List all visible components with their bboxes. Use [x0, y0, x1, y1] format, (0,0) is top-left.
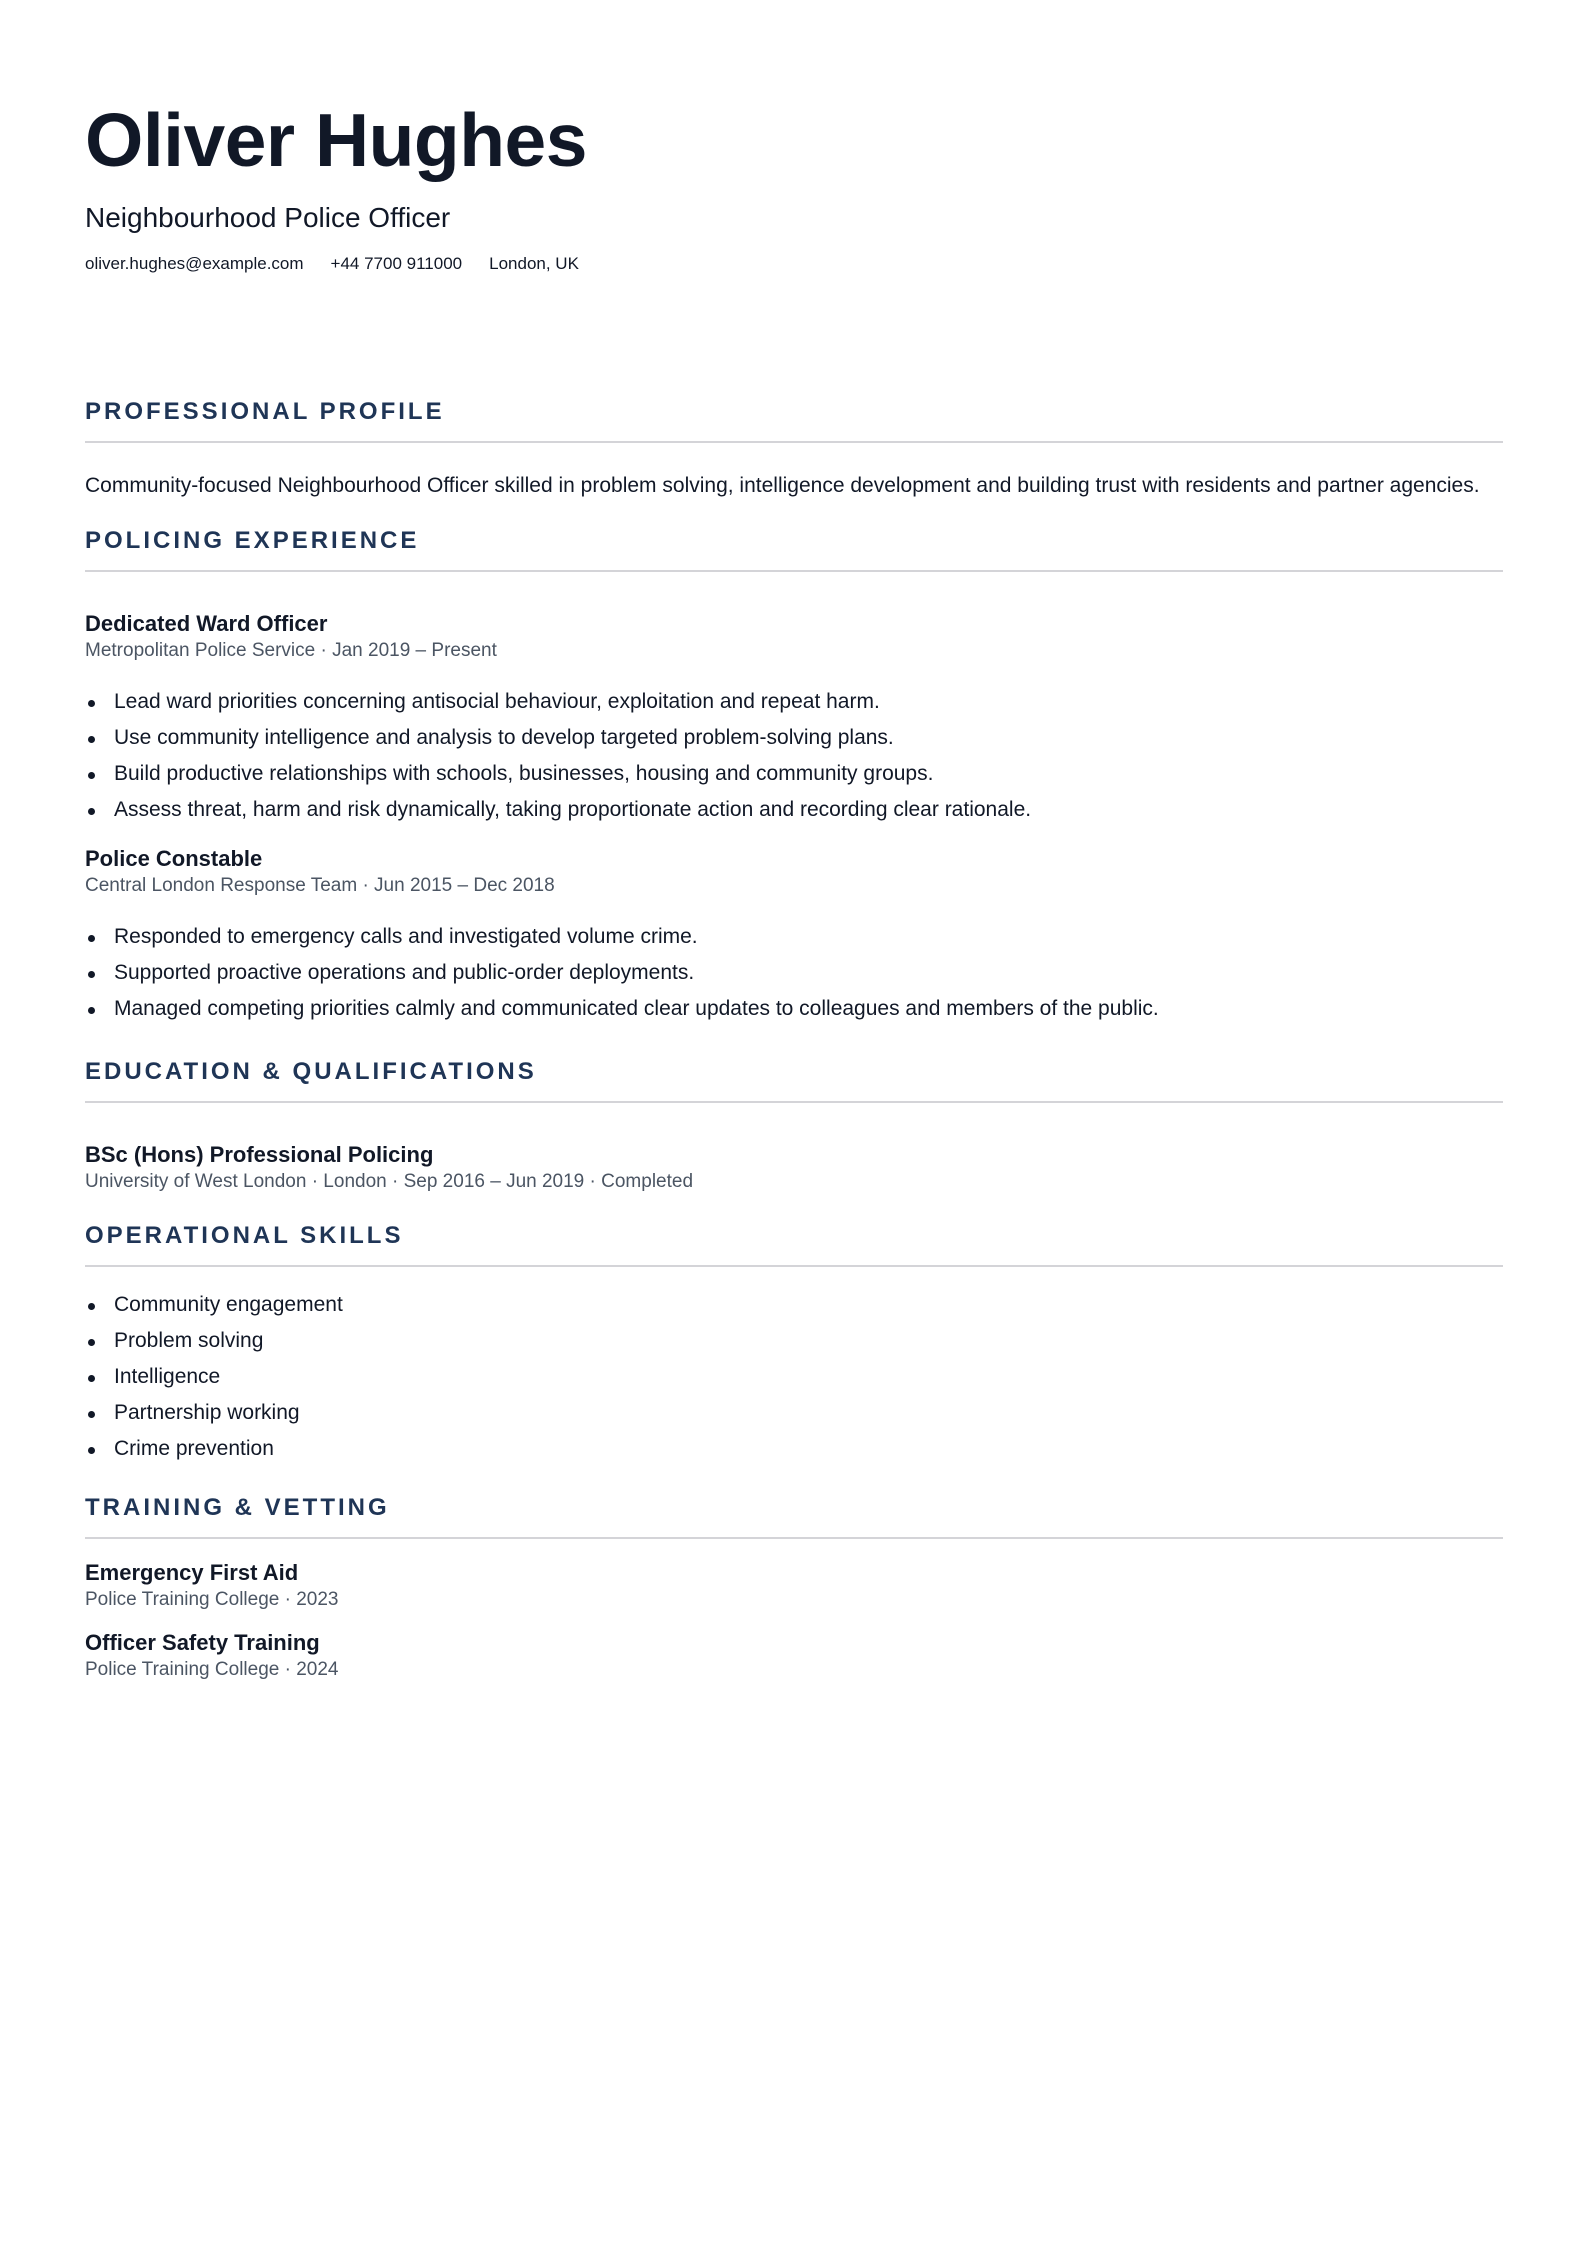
training-section — [85, 1493, 1503, 1683]
education-section — [85, 1057, 1503, 1195]
job-bullet: Managed competing priorities calmly and communicated clear updates to colleagues and members of the public. — [85, 991, 1503, 1027]
resume-header — [85, 0, 1503, 276]
job-title: Police Constable — [85, 846, 263, 871]
experience-section — [85, 526, 1503, 1027]
training-meta: Police Training College · 2024 — [85, 1659, 339, 1680]
section-title: OPERATIONAL SKILLS — [85, 1222, 404, 1249]
job-meta: Central London Response Team · Jun 2015 – Dec 2018 — [85, 875, 555, 896]
skill-item: Community engagement — [85, 1287, 1503, 1323]
job-bullet: Use community intelligence and analysis to develop targeted problem-solving plans. — [85, 720, 1503, 756]
section-divider — [85, 441, 1503, 443]
job-bullet: Assess threat, harm and risk dynamically, taking proportionate action and recording clear rationale. — [85, 792, 1503, 828]
contact-row — [85, 252, 1503, 276]
job-bullet: Responded to emergency calls and investigated volume crime. — [85, 919, 1503, 955]
degree-meta: University of West London · London · Sep 2016 – Jun 2019 · Completed — [85, 1171, 694, 1192]
contact-phone: +44 7700 911000 — [330, 254, 463, 273]
contact-location: London, UK — [489, 254, 579, 273]
skill-item: Crime prevention — [85, 1431, 1503, 1467]
skills-list — [85, 1287, 1503, 1467]
education-entry — [85, 1141, 1503, 1195]
section-title: EDUCATION & QUALIFICATIONS — [85, 1058, 537, 1085]
training-title: Officer Safety Training — [85, 1630, 320, 1655]
job-entry — [85, 610, 1503, 828]
section-divider — [85, 1537, 1503, 1539]
training-meta: Police Training College · 2023 — [85, 1589, 339, 1610]
job-bullets — [85, 684, 1503, 828]
job-bullet: Build productive relationships with schools, businesses, housing and community groups. — [85, 756, 1503, 792]
skills-section — [85, 1221, 1503, 1467]
skill-item: Problem solving — [85, 1323, 1503, 1359]
candidate-name: Oliver Hughes — [85, 98, 587, 182]
job-bullets — [85, 919, 1503, 1027]
contact-email: oliver.hughes@example.com — [85, 254, 304, 273]
job-bullet: Lead ward priorities concerning antisocial behaviour, exploitation and repeat harm. — [85, 684, 1503, 720]
degree-title: BSc (Hons) Professional Policing — [85, 1142, 434, 1167]
section-title: TRAINING & VETTING — [85, 1494, 390, 1521]
profile-summary: Community-focused Neighbourhood Officer skilled in problem solving, intelligence development and building trust with residents and partner agencies. — [85, 474, 1480, 497]
job-title: Dedicated Ward Officer — [85, 611, 328, 636]
section-divider — [85, 570, 1503, 572]
section-title: POLICING EXPERIENCE — [85, 527, 420, 554]
skill-item: Intelligence — [85, 1359, 1503, 1395]
job-meta: Metropolitan Police Service · Jan 2019 – Present — [85, 640, 497, 661]
section-divider — [85, 1101, 1503, 1103]
training-entry — [85, 1629, 1503, 1683]
candidate-headline: Neighbourhood Police Officer — [85, 202, 451, 233]
section-title: PROFESSIONAL PROFILE — [85, 398, 445, 425]
training-entry — [85, 1559, 1503, 1613]
section-divider — [85, 1265, 1503, 1267]
job-entry — [85, 845, 1503, 1027]
skill-item: Partnership working — [85, 1395, 1503, 1431]
job-bullet: Supported proactive operations and public-order deployments. — [85, 955, 1503, 991]
profile-section — [85, 397, 1503, 500]
training-title: Emergency First Aid — [85, 1560, 299, 1585]
